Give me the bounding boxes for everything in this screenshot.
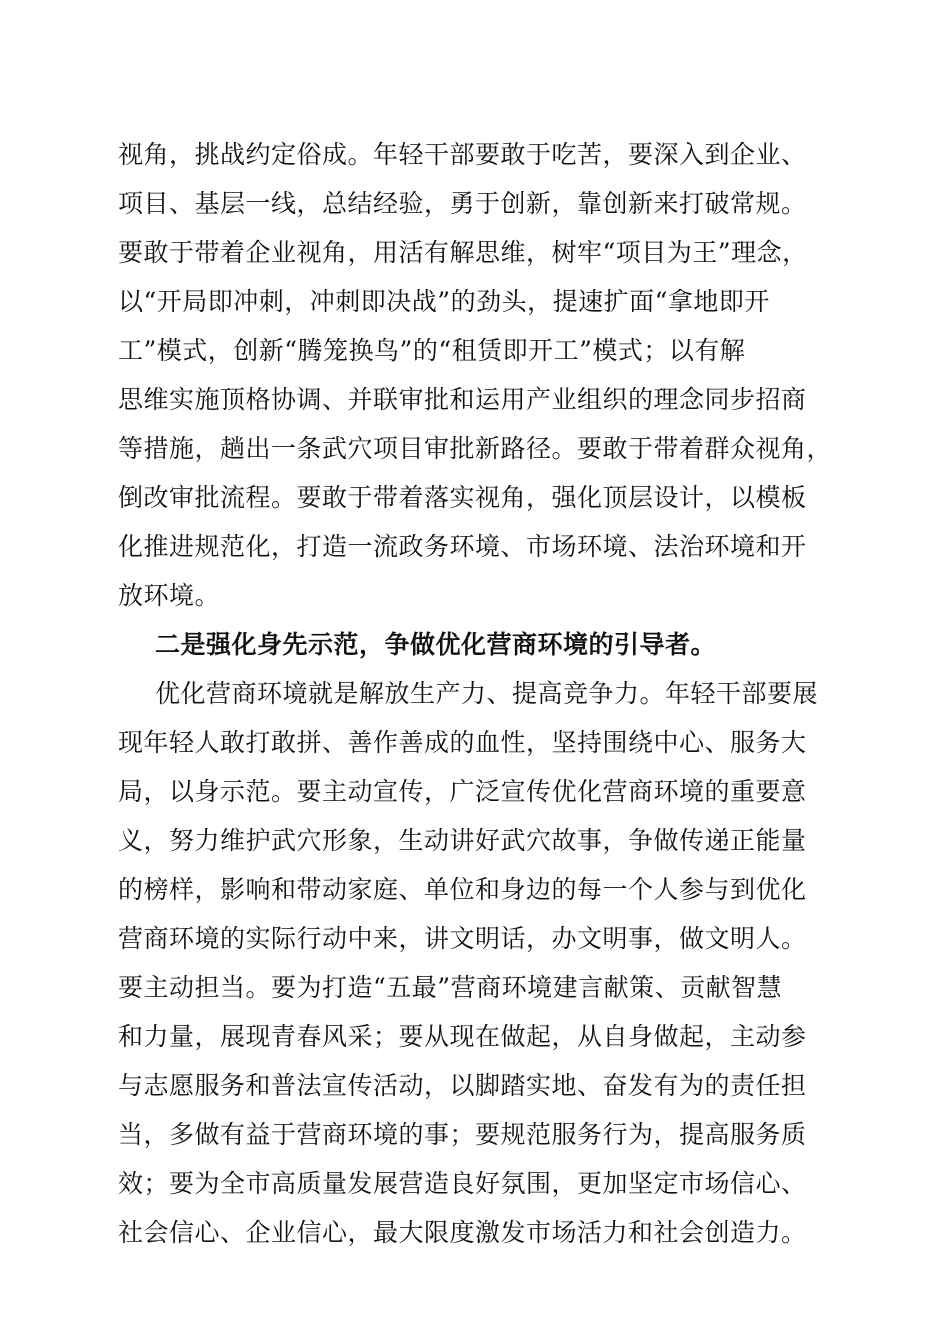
text-line: 放环境。 [118, 581, 221, 610]
text-line: 视角，挑战约定俗成。年轻干部要敢于吃苦，要深入到企业、 [118, 140, 807, 169]
text-line: 和力量，展现青春风采；要从现在做起，从自身做起，主动参 [118, 1022, 807, 1051]
text-line: 倒改审批流程。要敢于带着落实视角，强化顶层设计，以模板 [118, 483, 807, 512]
text-line: 等措施，趟出一条武穴项目审批新路径。要敢于带着群众视角， [118, 434, 833, 463]
text-line: 效；要为全市高质量发展营造良好氛围，更加坚定市场信心、 [118, 1169, 807, 1198]
text-line: 现年轻人敢打敢拼、善作善成的血性，坚持围绕中心、服务大 [118, 728, 807, 757]
text-line: 要敢于带着企业视角，用活有解思维，树牢“项目为王”理念， [118, 238, 808, 267]
text-line: 要主动担当。要为打造“五最”营商环境建言献策、贡献智慧 [118, 973, 783, 1002]
text-line: 项目、基层一线，总结经验，勇于创新，靠创新来打破常规。 [118, 189, 807, 218]
text-line: 与志愿服务和普法宣传活动，以脚踏实地、奋发有为的责任担 [118, 1071, 807, 1100]
text-line: 思维实施顶格协调、并联审批和运用产业组织的理念同步招商 [118, 385, 807, 414]
text-line: 局，以身示范。要主动宣传，广泛宣传优化营商环境的重要意 [118, 777, 807, 806]
text-line: 优化营商环境就是解放生产力、提高竞争力。年轻干部要展 [155, 679, 819, 708]
text-line: 营商环境的实际行动中来，讲文明话，办文明事，做文明人。 [118, 924, 807, 953]
text-line: 工”模式，创新“腾笼换鸟”的“租赁即开工”模式；以有解 [118, 336, 746, 365]
text-line: 的榜样，影响和带动家庭、单位和身边的每一个人参与到优化 [118, 875, 807, 904]
text-line: 当，多做有益于营商环境的事；要规范服务行为，提高服务质 [118, 1120, 807, 1149]
text-line: 化推进规范化，打造一流政务环境、市场环境、法治环境和开 [118, 532, 807, 561]
text-line: 以“开局即冲刺，冲刺即决战”的劲头，提速扩面“拿地即开 [118, 287, 770, 316]
text-line: 义，努力维护武穴形象，生动讲好武穴故事，争做传递正能量 [118, 826, 807, 855]
text-line: 社会信心、企业信心，最大限度激发市场活力和社会创造力。 [118, 1218, 807, 1247]
section-heading: 二是强化身先示范，争做优化营商环境的引导者。 [155, 630, 717, 659]
